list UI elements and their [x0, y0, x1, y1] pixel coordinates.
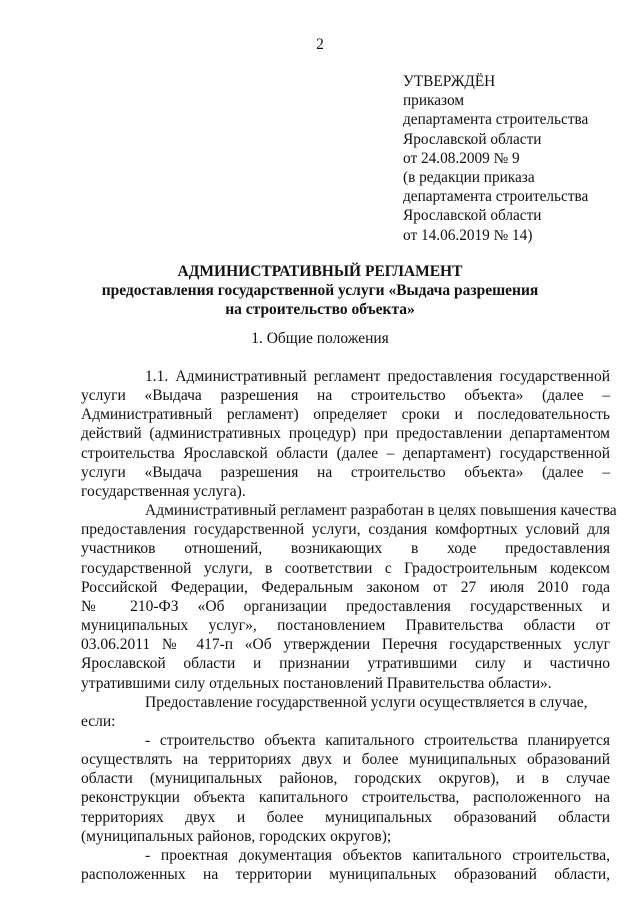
paragraph-purpose: [81, 501, 617, 693]
subtitle-line: на строительство объекта»: [225, 301, 415, 319]
subtitle-line: предоставления государственной услуги «Выдача разрешения: [101, 282, 539, 300]
text-line: - строительство объекта капитального строительства планируется: [145, 731, 610, 749]
approval-line: департамента строительства: [403, 188, 589, 206]
text-line: муниципальных услуг», постановлением Правительства области от: [81, 617, 610, 635]
page-number: 2: [316, 36, 324, 53]
text-line: Российской Федерации, Федеральным законом от 27 июля 2010 года: [81, 578, 610, 596]
text-line: если:: [81, 712, 116, 730]
text-line: области (муниципальных районов, городских округов), и в случае: [81, 770, 610, 788]
approval-line: УТВЕРЖДЁН: [403, 73, 496, 90]
text-line: участников отношений, возникающих в ходе предоставления: [81, 540, 610, 558]
paragraph-1-1: [81, 367, 610, 501]
paragraph-cases-intro: [81, 693, 610, 731]
text-line: реконструкции объекта капитального строительства, расположенного на: [81, 789, 610, 807]
text-line: Ярославской области и признании утратившими силу и частично: [81, 655, 610, 673]
approval-line: Ярославской области: [403, 130, 542, 148]
text-line: - проектная документация объектов капитального строительства,: [145, 846, 610, 864]
text-line: услуги «Выдача разрешения на строительство объекта» (далее –: [81, 387, 610, 405]
title-line: АДМИНИСТРАТИВНЫЙ РЕГЛАМЕНТ: [177, 263, 463, 280]
text-line: Предоставление государственной услуги осуществляется в случае,: [145, 693, 588, 711]
text-line: действий (административных процедур) при предоставлении департаментом: [81, 425, 610, 443]
approval-stamp: [403, 72, 623, 245]
document-body: [81, 367, 617, 884]
text-line: строительства Ярославской области (далее – департамент) государственной: [81, 444, 610, 462]
text-line: 1.1. Административный регламент предоставления государственной: [145, 368, 610, 385]
text-line: предоставления государственной услуги, создания комфортных условий для: [81, 521, 610, 539]
text-line: территориях двух и более муниципальных образований области: [81, 808, 610, 826]
text-line: расположенных на территории муниципальных образований области,: [81, 866, 610, 884]
text-line: утратившими силу отдельных постановлений Правительства области».: [81, 674, 552, 692]
list-item-multi-territory: [81, 731, 610, 846]
text-line: государственной услуги, в соответствии с Градостроительным кодексом: [81, 559, 610, 577]
approval-line: департамента строительства: [403, 111, 589, 129]
list-item-project-docs: [81, 846, 610, 884]
text-line: № 210-ФЗ «Об организации предоставления государственных и: [81, 597, 610, 615]
approval-line: приказом: [403, 92, 465, 110]
approval-line: от 24.08.2009 № 9: [403, 149, 520, 167]
text-line: Административный регламент) определяет сроки и последовательность: [81, 406, 610, 424]
text-line: 03.06.2011 № 417-п «Об утверждении Перечня государственных услуг: [81, 636, 610, 654]
text-line: Административный регламент разработан в целях повышения качества: [145, 502, 617, 520]
approval-line: от 14.06.2019 № 14): [403, 226, 533, 244]
text-line: осуществлять на территориях двух и более муниципальных образований: [81, 751, 610, 769]
text-line: государственная услуга).: [81, 482, 246, 500]
section-heading: 1. Общие положения: [251, 330, 389, 347]
text-line: (муниципальных районов, городских округов);: [81, 827, 392, 845]
approval-line: Ярославской области: [403, 207, 542, 225]
approval-line: (в редакции приказа: [403, 169, 535, 187]
document-title: [0, 262, 640, 320]
text-line: услуги «Выдача разрешения на строительство объекта» (далее –: [81, 463, 610, 481]
